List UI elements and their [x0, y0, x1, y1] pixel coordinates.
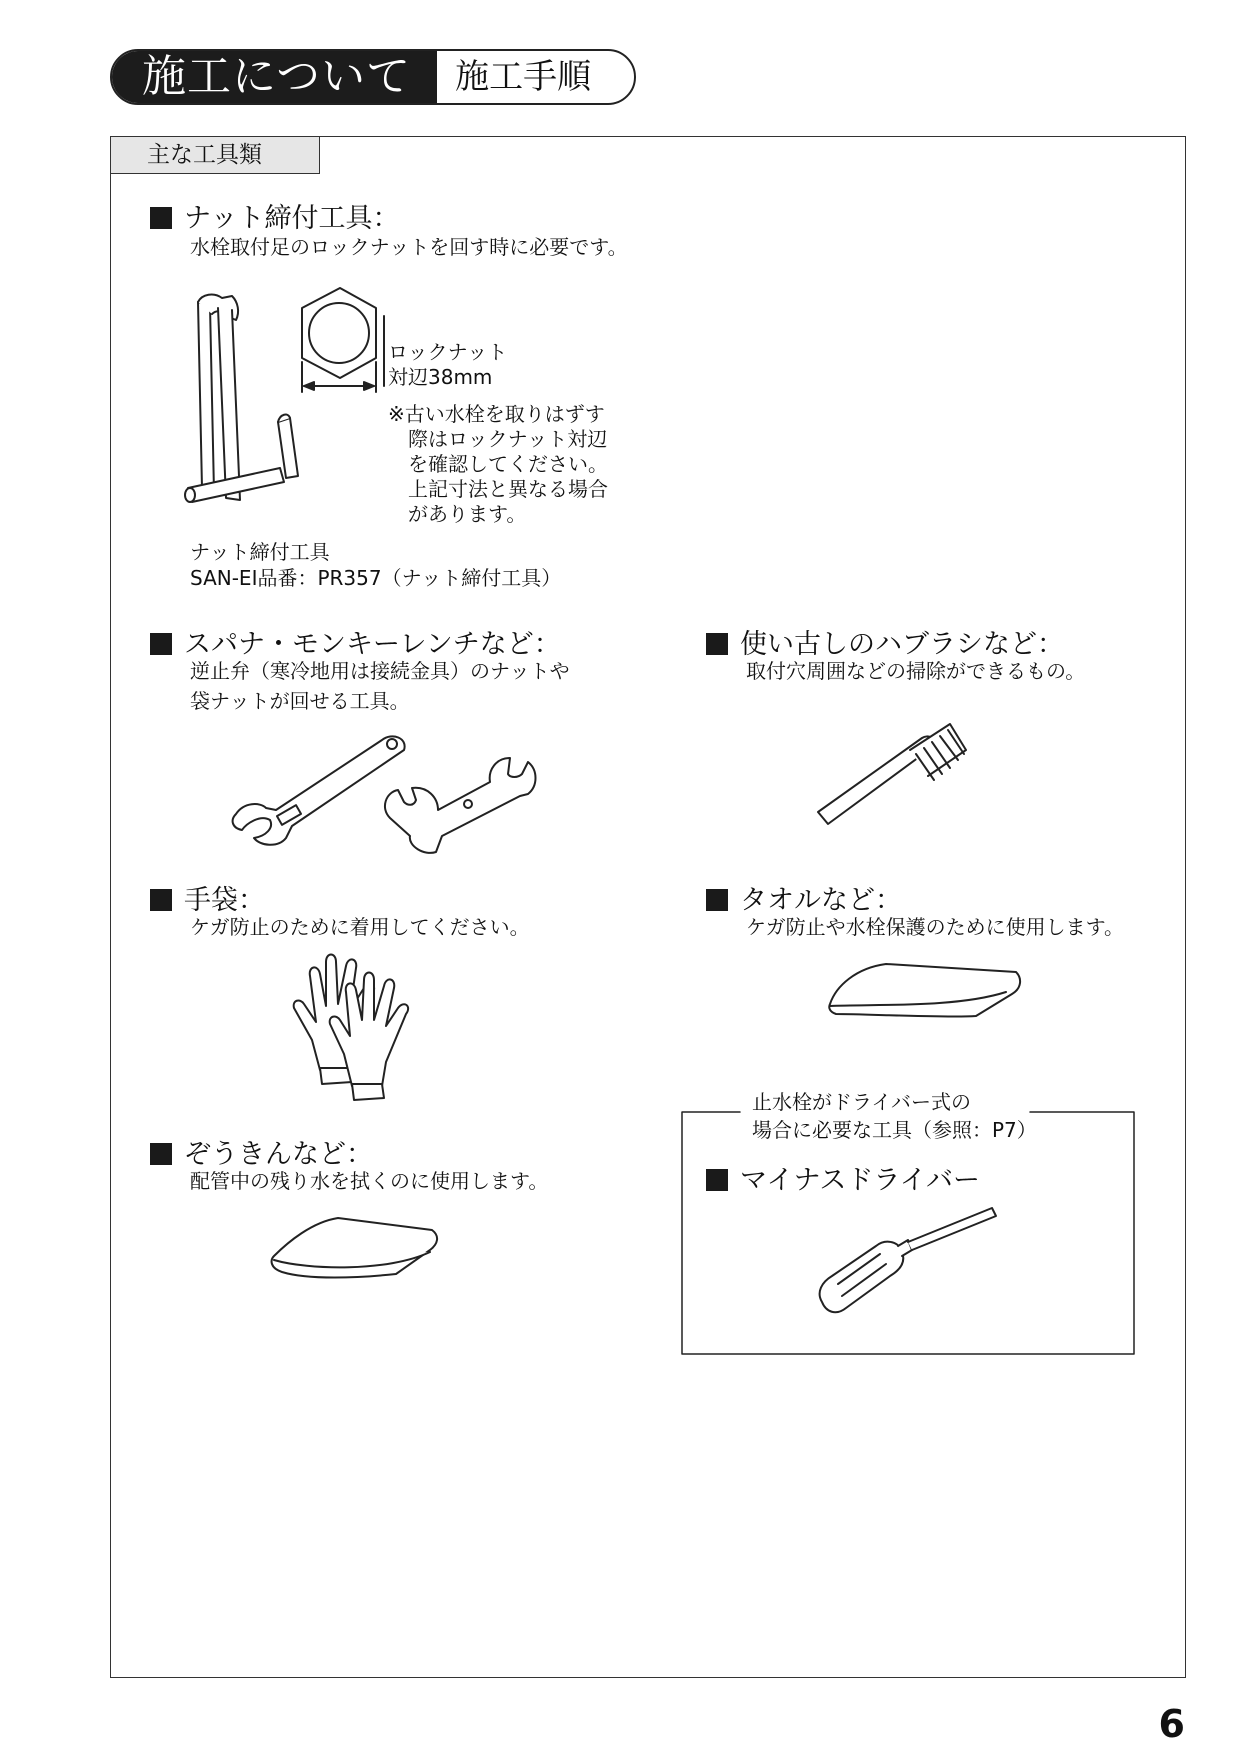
rag-icon [268, 1216, 448, 1286]
towel-icon [826, 958, 1026, 1024]
nut-tool-part-number: SAN-EI品番：PR357（ナット締付工具） [190, 566, 562, 590]
screwdriver-icon [816, 1206, 1006, 1326]
nut-note-line: ※古い水栓を取りはずす [388, 402, 605, 426]
nut-tool-desc: 水栓取付足のロックナットを回す時に必要です。 [190, 235, 628, 259]
toothbrush-icon [810, 720, 980, 840]
nut-tool-heading-text: ナット締付工具： [184, 203, 400, 234]
page-header [110, 49, 636, 105]
square-bullet-icon [706, 889, 728, 911]
lock-nut-icon [296, 286, 386, 396]
square-bullet-icon [706, 1169, 728, 1191]
rag-desc: 配管中の残り水を拭くのに使用します。 [190, 1169, 549, 1193]
spanner-icon [380, 748, 550, 858]
nut-tool-caption: ナット締付工具 [190, 540, 330, 564]
nut-note-line: があります。 [388, 502, 527, 526]
square-bullet-icon [706, 633, 728, 655]
gloves-heading-text: 手袋： [184, 885, 265, 916]
square-bullet-icon [150, 1143, 172, 1165]
spanner-desc: 袋ナットが回せる工具。 [190, 689, 410, 713]
towel-heading-text: タオルなど： [740, 885, 902, 916]
square-bullet-icon [150, 633, 172, 655]
gloves-desc: ケガ防止のために着用してください。 [190, 915, 530, 939]
spanner-heading-text: スパナ・モンキーレンチなど： [184, 629, 561, 660]
toothbrush-heading-text: 使い古しのハブラシなど： [740, 629, 1064, 660]
header-subtitle: 施工手順 [455, 57, 592, 97]
screwdriver-heading [706, 1158, 980, 1197]
nut-note-line: を確認してください。 [388, 452, 608, 476]
lock-nut-label: ロックナット [388, 340, 508, 364]
header-title: 施工について [112, 51, 437, 103]
toothbrush-desc: 取付穴周囲などの掃除ができるもの。 [746, 659, 1086, 683]
square-bullet-icon [150, 207, 172, 229]
gloves-icon [290, 950, 430, 1100]
driver-box-legend: 場合に必要な工具（参照：P7） [752, 1118, 1037, 1142]
section-tab: 主な工具類 [110, 136, 320, 174]
driver-box-legend: 止水栓がドライバー式の [752, 1090, 971, 1114]
page-number: 6 [1158, 1702, 1185, 1746]
nut-tool-illustration [180, 288, 310, 518]
spanner-desc: 逆止弁（寒冷地用は接続金具）のナットや [190, 659, 570, 683]
square-bullet-icon [150, 889, 172, 911]
nut-note-line: 上記寸法と異なる場合 [388, 477, 608, 501]
nut-tool-heading [150, 196, 399, 235]
lock-nut-size: 対辺38mm [388, 365, 493, 389]
rag-heading-text: ぞうきんなど： [184, 1139, 373, 1170]
nut-note-line: 際はロックナット対辺 [388, 427, 608, 451]
screwdriver-heading-text: マイナスドライバー [740, 1165, 981, 1196]
towel-desc: ケガ防止や水栓保護のために使用します。 [746, 915, 1124, 939]
